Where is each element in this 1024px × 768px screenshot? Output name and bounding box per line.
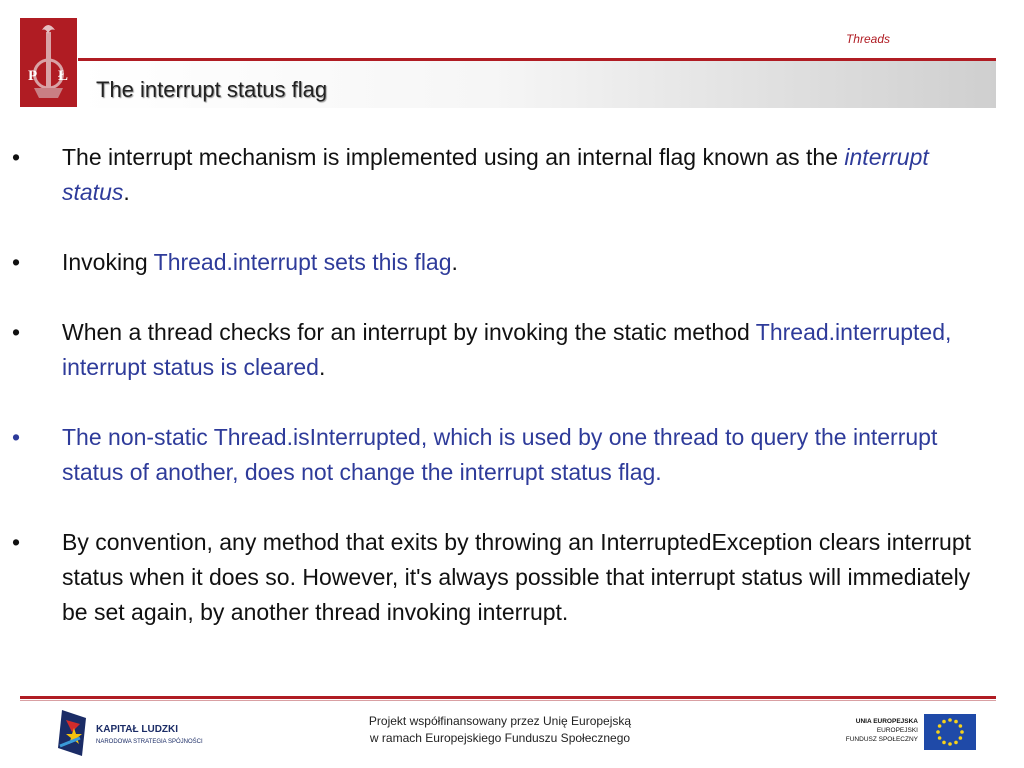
svg-text:Ł: Ł <box>58 68 69 84</box>
bullet-item <box>12 140 1002 210</box>
eu-line-3: FUNDUSZ SPOŁECZNY <box>845 736 918 743</box>
bullet-text: . <box>451 249 458 275</box>
bullet-marker: • <box>12 424 21 450</box>
bullet-item <box>12 525 1002 630</box>
bullet-text: The non-static Thread.isInterrupted, which is used by one thread to query the interrupt status of another, does not change the interrupt status flag. <box>62 424 938 485</box>
eu-stars-icon <box>924 714 976 750</box>
bullet-emphasis: Thread.interrupted, interrupt status is cleared <box>62 319 952 380</box>
footer-divider-thin <box>20 700 996 701</box>
section-label: Threads <box>845 32 890 46</box>
footer-line-1: Projekt współfinansowany przez Unię Europejską <box>368 714 632 728</box>
bullet-text: When a thread checks for an interrupt by invoking the static method <box>62 319 756 345</box>
bullet-marker: • <box>12 529 21 555</box>
slide-title: The interrupt status flag <box>96 77 328 102</box>
eu-line-2: EUROPEJSKI <box>876 727 918 734</box>
eu-flag-icon <box>924 714 976 750</box>
bullet-item <box>12 315 1002 385</box>
eu-fund-label <box>838 717 918 744</box>
university-logo <box>20 18 77 107</box>
star-emblem-icon <box>56 708 96 758</box>
bullet-item <box>12 245 1002 280</box>
bullet-emphasis: interrupt status <box>62 144 929 205</box>
kapital-ludzki-subtitle: NARODOWA STRATEGIA SPÓJNOŚCI <box>96 739 203 745</box>
bullet-list <box>12 140 1002 665</box>
bullet-text: By convention, any method that exits by throwing an InterruptedException clears interrupt status when it does so. However, it's always possible that interrupt status will immediately be set again, by another thread invoking interrupt. <box>62 529 972 625</box>
bullet-text: Invoking <box>62 249 154 275</box>
bullet-marker: • <box>12 319 21 345</box>
torch-emblem-icon <box>20 18 77 107</box>
bullet-emphasis: Thread.interrupt sets this flag <box>153 249 452 275</box>
footer-divider <box>20 696 996 699</box>
bullet-text: . <box>318 354 326 380</box>
bullet-marker: • <box>12 144 21 170</box>
bullet-text: . <box>123 179 130 205</box>
svg-text:P: P <box>28 68 38 84</box>
eu-line-1: UNIA EUROPEJSKA <box>855 718 918 725</box>
bullet-text: The interrupt mechanism is implemented using an internal flag known as the <box>62 144 845 170</box>
bullet-item <box>12 420 1002 490</box>
footer-line-2: w ramach Europejskiego Funduszu Społecznego <box>369 731 631 745</box>
kapital-ludzki-title: KAPITAŁ LUDZKI <box>96 724 179 735</box>
bullet-marker: • <box>12 249 21 275</box>
footer-funding-note <box>330 713 670 747</box>
